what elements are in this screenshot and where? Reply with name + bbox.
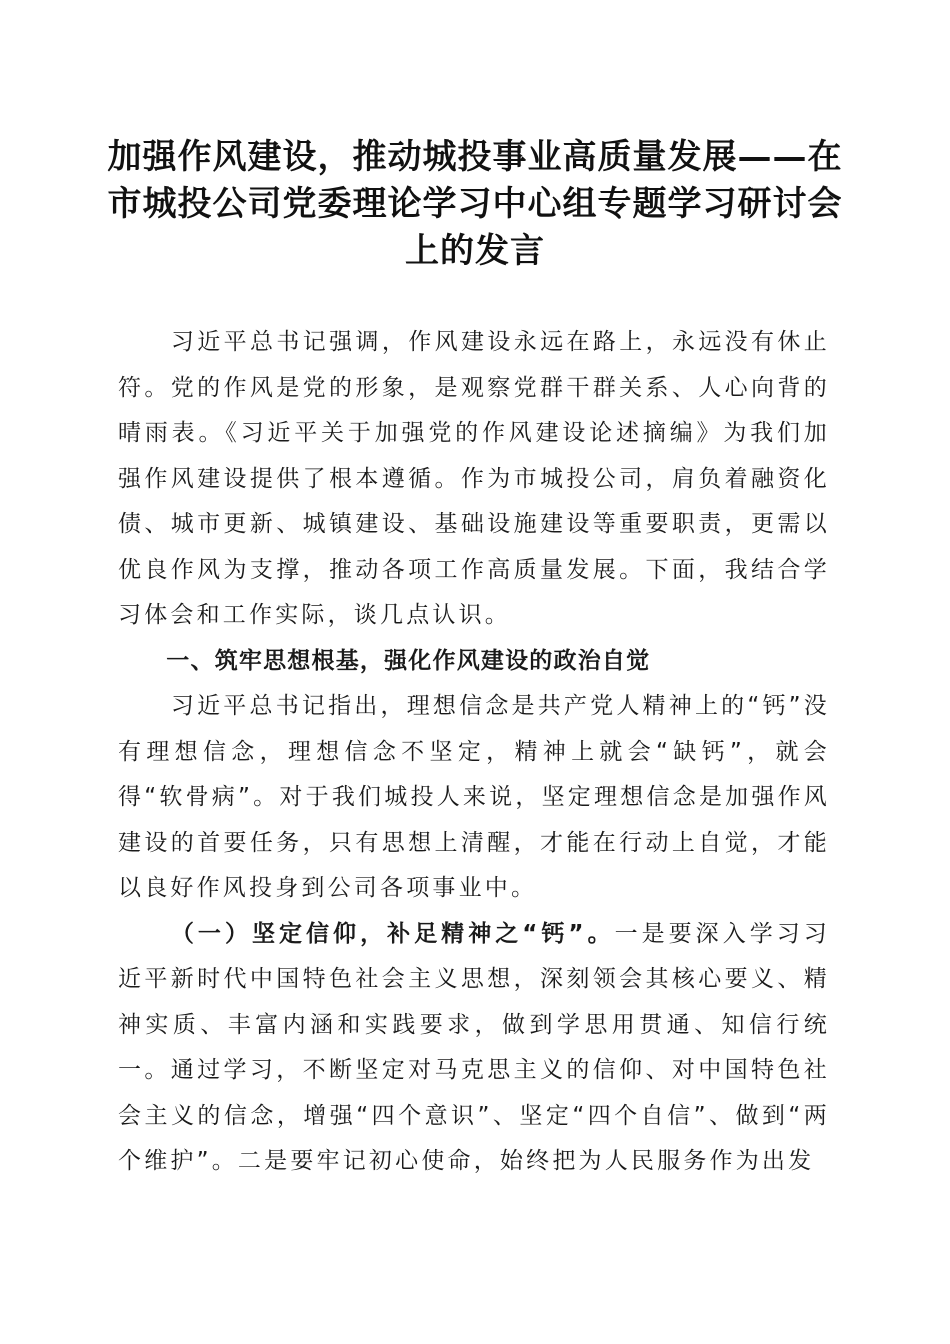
intro-paragraph: 习近平总书记强调，作风建设永远在路上，永远没有休止符。党的作风是党的形象，是观察党群干群关系、人心向背的晴雨表。《习近平关于加强党的作风建设论述摘编》为我们加强作风建设提供了根本遵循。作为市城投公司，肩负着融资化债、城市更新、城镇建设、基础设施建设等重要职责，更需以优良作风为支撑，推动各项工作高质量发展。下面，我结合学习体会和工作实际，谈几点认识。: [118, 329, 830, 628]
section-1-intro-paragraph: 习近平总书记指出，理想信念是共产党人精神上的“钙”没有理想信念，理想信念不坚定，精神上就会“缺钙”，就会得“软骨病”。对于我们城投人来说，坚定理想信念是加强作风建设的首要任务，只有思想上清醒，才能在行动上自觉，才能以良好作风投身到公司各项事业中。: [118, 693, 830, 901]
subsection-1-text: 一是要深入学习习近平新时代中国特色社会主义思想，深刻领会其核心要义、精神实质、丰富内涵和实践要求，做到学思用贯通、知信行统一。通过学习，不断坚定对马克思主义的信仰、对中国特色社会主义的信念，增强“四个意识”、坚定“四个自信”、做到“两个维护”。二是要牢记初心使命，始终把为人民服务作为出发: [118, 920, 830, 1174]
section-heading-1: 一、筑牢思想根基，强化作风建设的政治自觉: [166, 647, 651, 674]
document-body: [118, 320, 830, 1185]
subsection-heading-1: （一）坚定信仰，补足精神之“钙”。: [170, 920, 615, 947]
document-title: 加强作风建设，推动城投事业高质量发展——在市城投公司党委理论学习中心组专题学习研讨会上的发言: [107, 137, 843, 271]
subsection-1-paragraph: [118, 912, 830, 1185]
